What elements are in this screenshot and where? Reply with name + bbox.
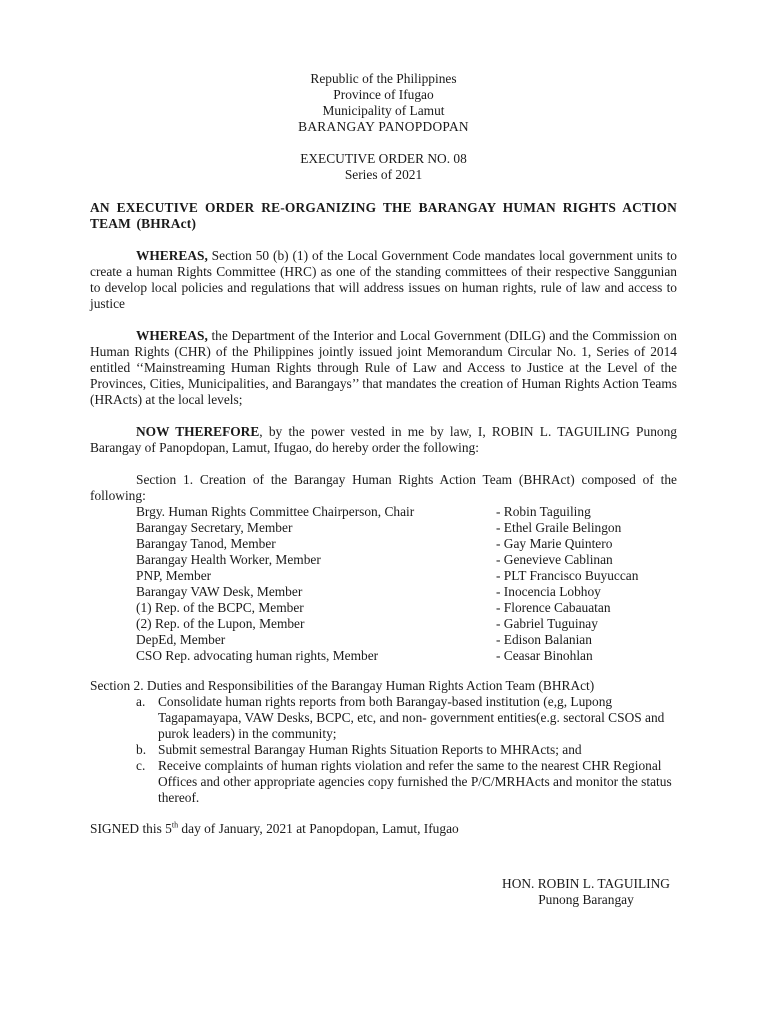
member-row	[136, 648, 677, 664]
now-therefore-keyword: NOW THEREFORE	[136, 424, 260, 439]
order-title: AN EXECUTIVE ORDER RE-ORGANIZING THE BARANGAY HUMAN RIGHTS ACTION TEAM (BHRAct)	[90, 200, 677, 231]
member-name: - Edison Balanian	[496, 632, 592, 647]
member-role: (2) Rep. of the Lupon, Member	[136, 616, 305, 631]
whereas-text-2: the Department of the Interior and Local Government (DILG) and the Commission on Human Rights (CHR) of the Philippines jointly issued joint Memorandum Circular No. 1, Series of 2014 entitled ‘‘Mainstreaming Human Rights through Rule of Law and Access to Justice at the Level of the Provinces, Cities, Municipalities, and Barangays’’ that mandates the creation of Human Rights Action Teams (HRActs) at the local levels;	[90, 328, 677, 407]
duty-text: Receive complaints of human rights violation and refer the same to the nearest CHR Regional Offices and other appropriate agencies copy furnished the P/C/MRHActs and monitor the status thereof.	[158, 758, 672, 805]
signatory-position: Punong Barangay	[538, 892, 634, 907]
member-row	[136, 568, 677, 584]
member-role: Brgy. Human Rights Committee Chairperson, Chair	[136, 504, 415, 519]
whereas-text-1: Section 50 (b) (1) of the Local Government Code mandates local government units to create a human Rights Committee (HRC) as one of the standing committees of their respective Sanggunian to develop local policies and regulations that will address issues on human rights, rule of law and access to justice	[90, 248, 677, 311]
header-province: Province of Ifugao	[333, 87, 434, 102]
now-therefore-paragraph	[90, 424, 677, 456]
member-role: CSO Rep. advocating human rights, Member	[136, 648, 379, 663]
whereas-paragraph-2	[90, 328, 677, 408]
member-row	[136, 520, 677, 536]
member-role: Barangay Tanod, Member	[136, 536, 276, 551]
duty-text: Submit semestral Barangay Human Rights Situation Reports to MHRActs; and	[158, 742, 582, 757]
member-name: - Gay Marie Quintero	[496, 536, 613, 551]
duties-list	[136, 694, 677, 806]
member-role: Barangay VAW Desk, Member	[136, 584, 303, 599]
member-row	[136, 504, 677, 520]
signed-prefix: SIGNED this 5	[90, 821, 172, 836]
whereas-paragraph-1	[90, 248, 677, 312]
member-name: - Inocencia Lobhoy	[496, 584, 601, 599]
duty-item	[136, 742, 677, 758]
section-2-heading: Section 2. Duties and Responsibilities of the Barangay Human Rights Action Team (BHRAct)	[90, 678, 595, 693]
member-name: - Genevieve Cablinan	[496, 552, 613, 567]
eo-series: Series of 2021	[344, 167, 423, 182]
header-republic: Republic of the Philippines	[310, 71, 457, 86]
signature-block	[478, 876, 694, 908]
duty-letter: b.	[136, 742, 147, 757]
now-therefore-text: , by the power vested in me by law, I, ROBIN L. TAGUILING Punong Barangay of Panopdopan, Lamut, Ifugao, do hereby order the following:	[90, 424, 677, 455]
signed-suffix: day of January, 2021 at Panopdopan, Lamut, Ifugao	[178, 821, 459, 836]
member-row	[136, 552, 677, 568]
whereas-keyword-2: WHEREAS,	[136, 328, 208, 343]
member-role: Barangay Secretary, Member	[136, 520, 293, 535]
member-row	[136, 536, 677, 552]
member-name: - PLT Francisco Buyuccan	[496, 568, 639, 583]
header-municipality: Municipality of Lamut	[322, 103, 445, 118]
member-name: - Florence Cabauatan	[496, 600, 611, 615]
section-1-heading: Section 1. Creation of the Barangay Human Rights Action Team (BHRAct) composed of the following:	[90, 472, 677, 503]
member-row	[136, 584, 677, 600]
member-role: PNP, Member	[136, 568, 212, 583]
member-name: - Ethel Graile Belingon	[496, 520, 622, 535]
duty-text: Consolidate human rights reports from both Barangay-based institution (e,g, Lupong Tagapamayapa, VAW Desks, BCPC, etc, and non- government entities(e.g. sectoral CSOS and purok leaders) in the community;	[158, 694, 665, 741]
executive-order-heading	[90, 151, 677, 183]
document-page	[90, 71, 677, 837]
member-name: - Gabriel Tuguinay	[496, 616, 598, 631]
whereas-keyword-1: WHEREAS,	[136, 248, 208, 263]
member-name: - Robin Taguiling	[496, 504, 591, 519]
header-barangay: BARANGAY PANOPDOPAN	[298, 119, 469, 134]
duty-item	[136, 758, 677, 806]
member-row	[136, 600, 677, 616]
member-row	[136, 632, 677, 648]
letterhead	[90, 71, 677, 135]
eo-number: EXECUTIVE ORDER NO. 08	[300, 151, 467, 166]
duty-letter: a.	[136, 694, 146, 709]
duty-letter: c.	[136, 758, 146, 773]
signed-ordinal: th	[171, 820, 179, 830]
members-list	[136, 504, 677, 664]
member-row	[136, 616, 677, 632]
member-name: - Ceasar Binohlan	[496, 648, 593, 663]
signatory-name: HON. ROBIN L. TAGUILING	[502, 876, 670, 891]
duty-item	[136, 694, 677, 742]
member-role: Barangay Health Worker, Member	[136, 552, 321, 567]
member-role: DepEd, Member	[136, 632, 226, 647]
member-role: (1) Rep. of the BCPC, Member	[136, 600, 304, 615]
signed-line	[90, 821, 677, 837]
